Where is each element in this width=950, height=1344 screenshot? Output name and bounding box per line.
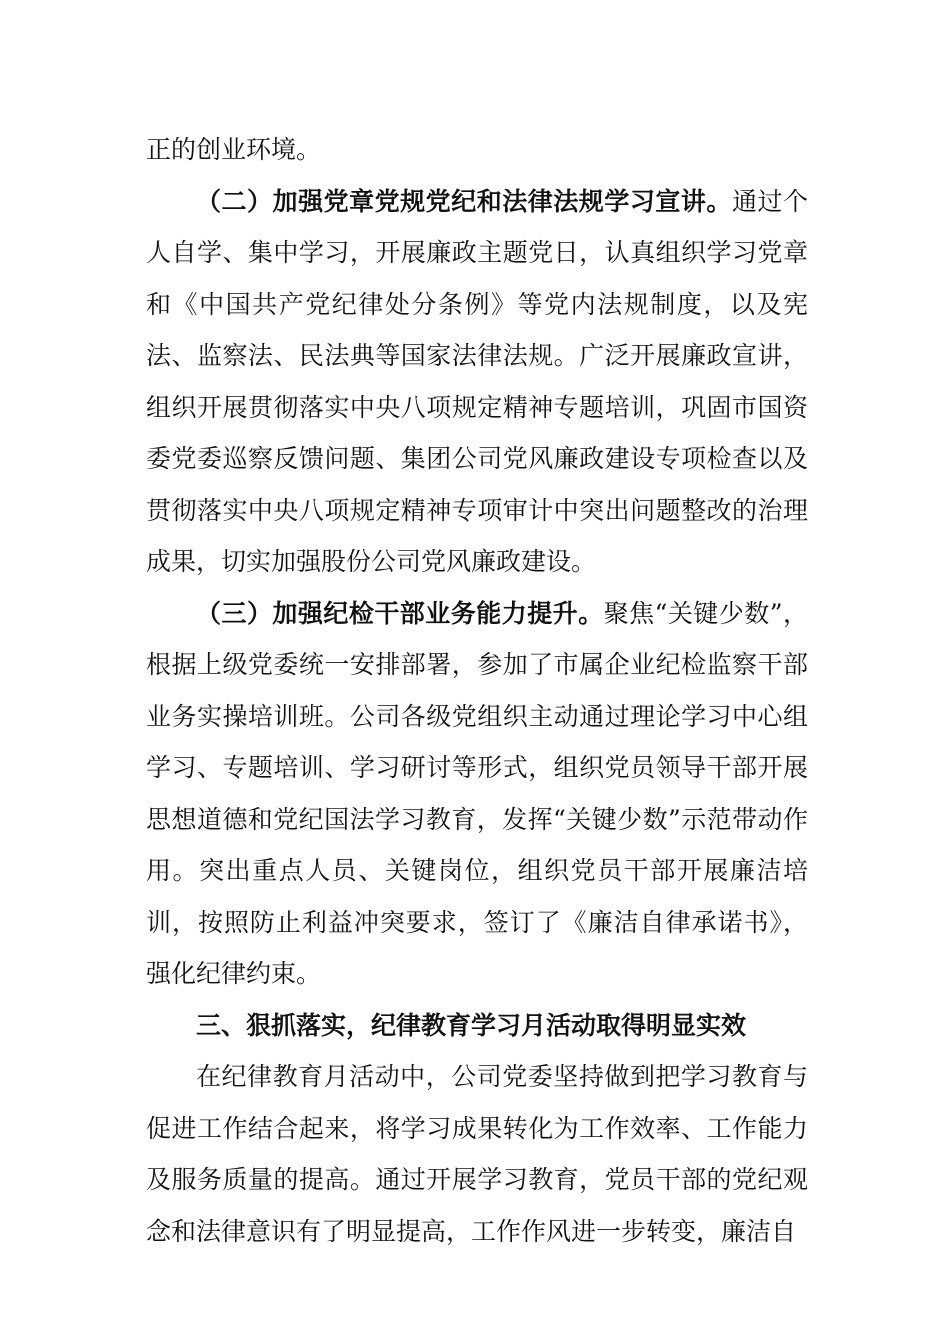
paragraph-capability-improvement <box>146 588 808 1000</box>
paragraph-continuation: 正的创业环境。 <box>146 135 322 164</box>
paragraph-lead-title: （三）加强纪检干部业务能力提升。 <box>196 598 604 628</box>
paragraph-body: 通过个人自学、集中学习，开展廉政主题党日，认真组织学习党章和《中国共产党纪律处分条例》等党内法规制度，以及宪法、监察法、民法典等国家法律法规。广泛开展廉政宣讲，组织开展贯彻落实中央八项规定精神专题培训，巩固市国资委党委巡察反馈问题、集团公司党风廉政建设专项检查以及贯彻落实中央八项规定精神专项审计中突出问题整改的治理成果，切实加强股份公司党风廉政建设。 <box>146 186 808 576</box>
document-page <box>146 124 808 1257</box>
paragraph-body: 聚焦“关键少数”，根据上级党委统一安排部署，参加了市属企业纪检监察干部业务实操培训班。公司各级党组织主动通过理论学习中心组学习、专题培训、学习研讨等形式，组织党员领导干部开展思想道德和党纪国法学习教育，发挥“关键少数”示范带动作用。突出重点人员、关键岗位，组织党员干部开展廉洁培训，按照防止利益冲突要求，签订了《廉洁自律承诺书》，强化纪律约束。 <box>146 598 808 988</box>
paragraph-lead-title: （二）加强党章党规党纪和法律法规学习宣讲。 <box>196 186 732 216</box>
paragraph-results: 在纪律教育月活动中，公司党委坚持做到把学习教育与促进工作结合起来，将学习成果转化为工作效率、工作能力及服务质量的提高。通过开展学习教育，党员干部的党纪观念和法律意识有了明显提高，工作作风进一步转变，廉洁自 <box>146 1062 808 1246</box>
section-heading: 三、狠抓落实，纪律教育学习月活动取得明显实效 <box>196 1010 747 1040</box>
paragraph-study-propaganda <box>146 176 808 588</box>
